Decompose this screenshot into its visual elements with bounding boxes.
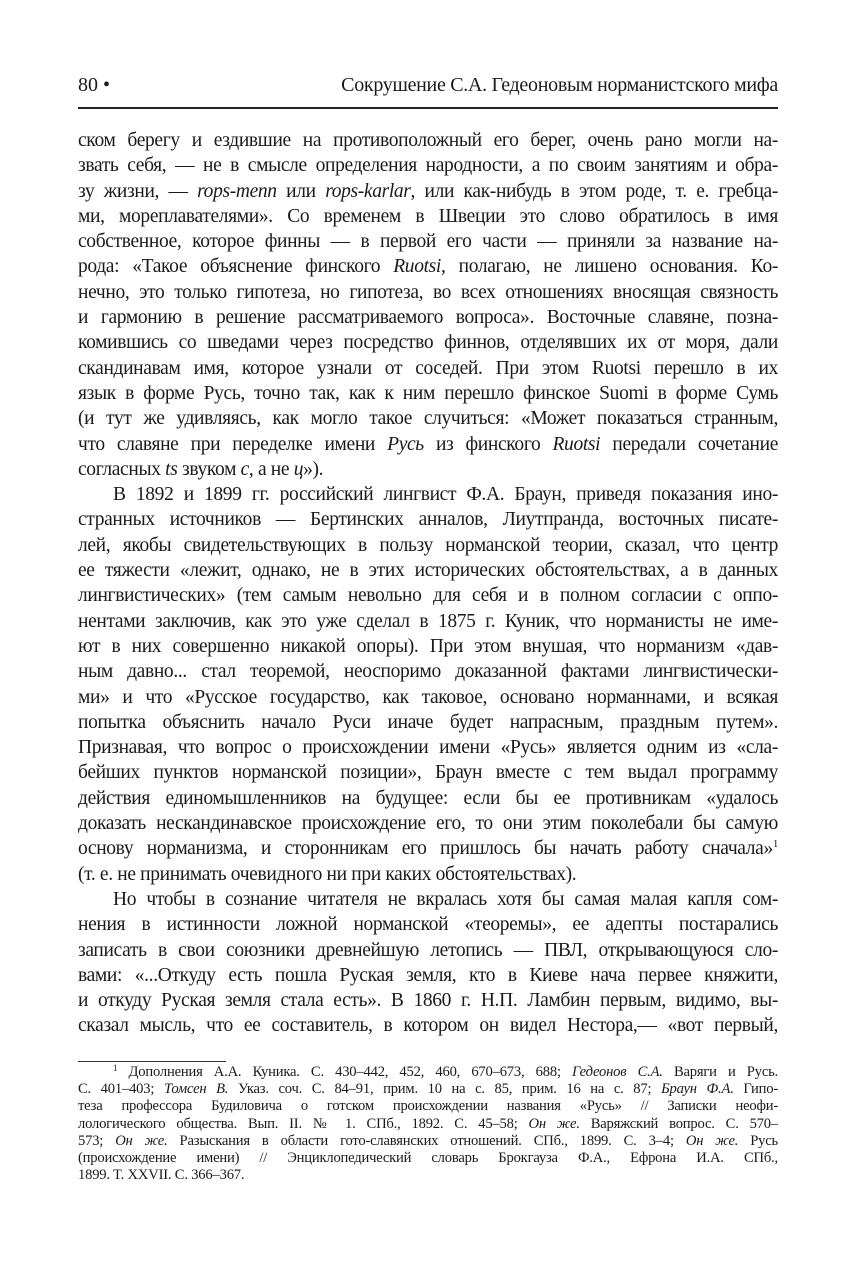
text-run: лологического общества. Вып. II. № 1. СПб., 1892. С. 45–58; (78, 1115, 529, 1132)
italic-text: Томсен В. (163, 1081, 229, 1098)
footnote-marker: 1 (113, 1064, 118, 1073)
text-line (78, 659, 778, 684)
text-run: Гипо- (733, 1081, 778, 1098)
text-run: (происхождение имени) // Энциклопедический словарь Брокгауза Ф.А., Ефрона И.А. СПб., (78, 1149, 778, 1166)
text-run: попытка объяснить начало Руси иначе будет напрасным, праздным путем». (78, 711, 778, 733)
footnote-line (78, 1167, 778, 1184)
running-title: Сокрушение С.А. Гедеоновым норманистского мифа (341, 74, 778, 96)
footnote-line (78, 1098, 778, 1115)
italic-text: rops-menn (197, 180, 277, 202)
text-run: теза профессора Будиловича о готском происхождении названия «Русь» // Записки неофи- (78, 1098, 778, 1115)
text-run: звать себя, — не в смысле определения народности, а по своим занятиям и обра- (78, 155, 778, 177)
text-line (78, 254, 778, 279)
text-run: Указ. соч. С. 84–91, прим. 10 на с. 85, прим. 16 на с. 87; (228, 1081, 662, 1098)
text-run: действия единомышленников на будущее: если бы ее противникам «удалось (78, 787, 778, 809)
text-run: ее тяжести «лежит, однако, не в этих исторических обстоятельствах, а в данных (78, 560, 778, 582)
footnote-line (78, 1081, 778, 1098)
text-run: ют в них совершенно никакой опоры). При этом внушая, что норманизм «дав- (78, 635, 778, 657)
text-run: и гармонию в решение рассматриваемого вопроса». Восточные славяне, позна- (78, 307, 778, 329)
text-line (78, 179, 778, 204)
text-run: Русь (738, 1132, 778, 1149)
italic-text: ц (293, 458, 304, 480)
footnote-line (78, 1116, 778, 1133)
italic-text: Он же. (685, 1132, 739, 1149)
text-run: или (276, 180, 326, 202)
text-run: Разыскания в области гото-славянских отношений. СПб., 1899. С. 3–4; (167, 1132, 686, 1149)
text-run: лингвистических» (тем самым невольно для себя и в полном согласии с оппо- (78, 585, 778, 607)
text-line (78, 912, 778, 937)
italic-text: Он же. (528, 1115, 580, 1132)
text-line (78, 685, 778, 710)
text-line (78, 583, 778, 608)
text-line (78, 533, 778, 558)
page-number: 80 • (78, 74, 111, 96)
text-run: передали сочетание (600, 433, 778, 455)
text-run: вами: «...Откуду есть пошла Руская земля, кто в Киеве нача первее княжити, (78, 964, 778, 986)
text-line (78, 862, 778, 887)
text-line (78, 609, 778, 634)
italic-text: rops-karlar (325, 180, 411, 202)
text-run: рода: «Такое объяснение финского (78, 256, 394, 278)
text-run: Дополнения А.А. Куника. С. 430–442, 452, 460, 670–673, 688; (117, 1064, 573, 1080)
text-line (78, 786, 778, 811)
footnote-line (78, 1133, 778, 1150)
text-line (78, 507, 778, 532)
italic-text: с (240, 458, 249, 480)
text-run: странных источников — Бертинских анналов, Лиутпранда, восточных писате- (78, 509, 778, 531)
text-run: сказал мысль, что ее составитель, в котором он видел Нестора,— «вот первый, (78, 1015, 778, 1037)
text-line (78, 836, 778, 861)
text-run: согласных (78, 458, 166, 480)
text-run: звуком (177, 458, 241, 480)
text-run: Признавая, что вопрос о происхождении имени «Русь» является одним из «сла- (78, 737, 778, 759)
text-line (78, 128, 778, 153)
text-run: бейших пунктов норманской позиции», Браун вместе с тем выдал программу (78, 762, 778, 784)
text-run: 1899. T. XXVII. С. 366–367. (78, 1167, 245, 1184)
text-line (78, 482, 778, 507)
italic-text: Браун Ф.А. (661, 1081, 734, 1098)
italic-text: Ruotsi (393, 256, 441, 278)
text-line (78, 760, 778, 785)
text-run: основу норманизма, и сторонникам его пришлось бы начать работу сначала» (78, 838, 773, 860)
text-line (78, 305, 778, 330)
text-run: , а не (248, 458, 294, 480)
text-line (78, 811, 778, 836)
text-line (78, 153, 778, 178)
footnote-marker: 1 (772, 838, 778, 851)
text-run: ми» и что «Русское государство, как таковое, основано норманнами, и всякая (78, 686, 778, 708)
text-line (78, 558, 778, 583)
footnote-line (78, 1150, 778, 1167)
text-line (78, 432, 778, 457)
text-line (78, 887, 778, 912)
text-run: зу жизни, — (78, 180, 198, 202)
text-run: Но чтобы в сознание читателя не вкралась хотя бы самая малая капля сом- (113, 888, 778, 910)
text-run: нения в истинности ложной норманской «теоремы», ее адепты постарались (78, 914, 778, 936)
text-run: Варяги и Русь. (662, 1064, 778, 1080)
italic-text: Он же. (115, 1132, 168, 1149)
text-line (78, 735, 778, 760)
text-run: »). (303, 458, 324, 480)
text-line (78, 457, 778, 482)
text-line (78, 229, 778, 254)
italic-text: Ruotsi (552, 433, 601, 455)
text-run: и откуду Руская земля стала есть». В 1860 г. Н.П. Ламбин первым, видимо, вы- (78, 990, 778, 1012)
text-run: 573; (78, 1132, 116, 1149)
text-run: что славяне при переделке имени (78, 433, 388, 455)
italic-text: Русь (387, 433, 424, 455)
text-run: (и тут же удивляясь, как могло такое случиться: «Может показаться странным, (78, 408, 778, 430)
text-run: С. 401–403; (78, 1081, 164, 1098)
text-run: , полагаю, не лишено основания. Ко- (441, 256, 778, 278)
footnote-rule (78, 1061, 226, 1062)
text-run: язык в форме Русь, точно так, как к ним перешло финское Suomi в форме Сумь (78, 382, 778, 404)
text-line (78, 330, 778, 355)
text-run: , или как-нибудь в этом роде, т. е. гребца- (410, 180, 778, 202)
text-run: лей, якобы свидетельствующих в пользу норманской теории, сказал, что центр (78, 534, 778, 556)
text-line (78, 356, 778, 381)
header-rule (78, 107, 778, 109)
text-run: собственное, которое финны — в первой его части — приняли за название на- (78, 231, 778, 253)
body-text (78, 128, 778, 1039)
text-line (78, 963, 778, 988)
text-run: В 1892 и 1899 гг. российский лингвист Ф.А. Браун, приведя показания ино- (113, 484, 778, 506)
footnote-line (78, 1064, 778, 1081)
text-run: нентами заключив, как это уже сделал в 1875 г. Куник, что норманисты не име- (78, 610, 778, 632)
text-line (78, 938, 778, 963)
text-run: Варяжский вопрос. С. 570– (579, 1115, 778, 1132)
text-line (78, 381, 778, 406)
italic-text: ts (165, 458, 178, 480)
text-line (78, 988, 778, 1013)
text-run: записать в свои союзники древнейшую летопись — ПВЛ, открывающуюся сло- (78, 939, 778, 961)
text-run: нечно, это только гипотеза, но гипотеза, во всех отношениях вносящая связность (78, 281, 778, 303)
text-run: из финского (423, 433, 553, 455)
text-run: доказать нескандинавское происхождение его, то они этим поколебали бы самую (78, 813, 778, 835)
text-line (78, 406, 778, 431)
text-line (78, 204, 778, 229)
text-line (78, 1013, 778, 1038)
text-run: ском берегу и ездившие на противоположный его берег, очень рано могли на- (78, 130, 778, 151)
text-run: ным давно... стал теоремой, неоспоримо доказанной фактами лингвистически- (78, 661, 778, 683)
text-line (78, 710, 778, 735)
text-run: скандинавам имя, которое узнали от соседей. При этом Ruotsi перешло в их (78, 357, 778, 379)
text-line (78, 280, 778, 305)
running-header (78, 74, 778, 102)
footnotes (78, 1064, 778, 1184)
text-line (78, 634, 778, 659)
text-run: (т. е. не принимать очевидного ни при каких обстоятельствах). (78, 863, 577, 885)
text-run: ми, мореплавателями». Со временем в Швеции это слово обратилось в имя (78, 205, 778, 227)
italic-text: Гедеонов С.А. (572, 1064, 663, 1080)
text-run: комившись со шведами через посредство финнов, отделявших их от моря, дали (78, 332, 778, 354)
